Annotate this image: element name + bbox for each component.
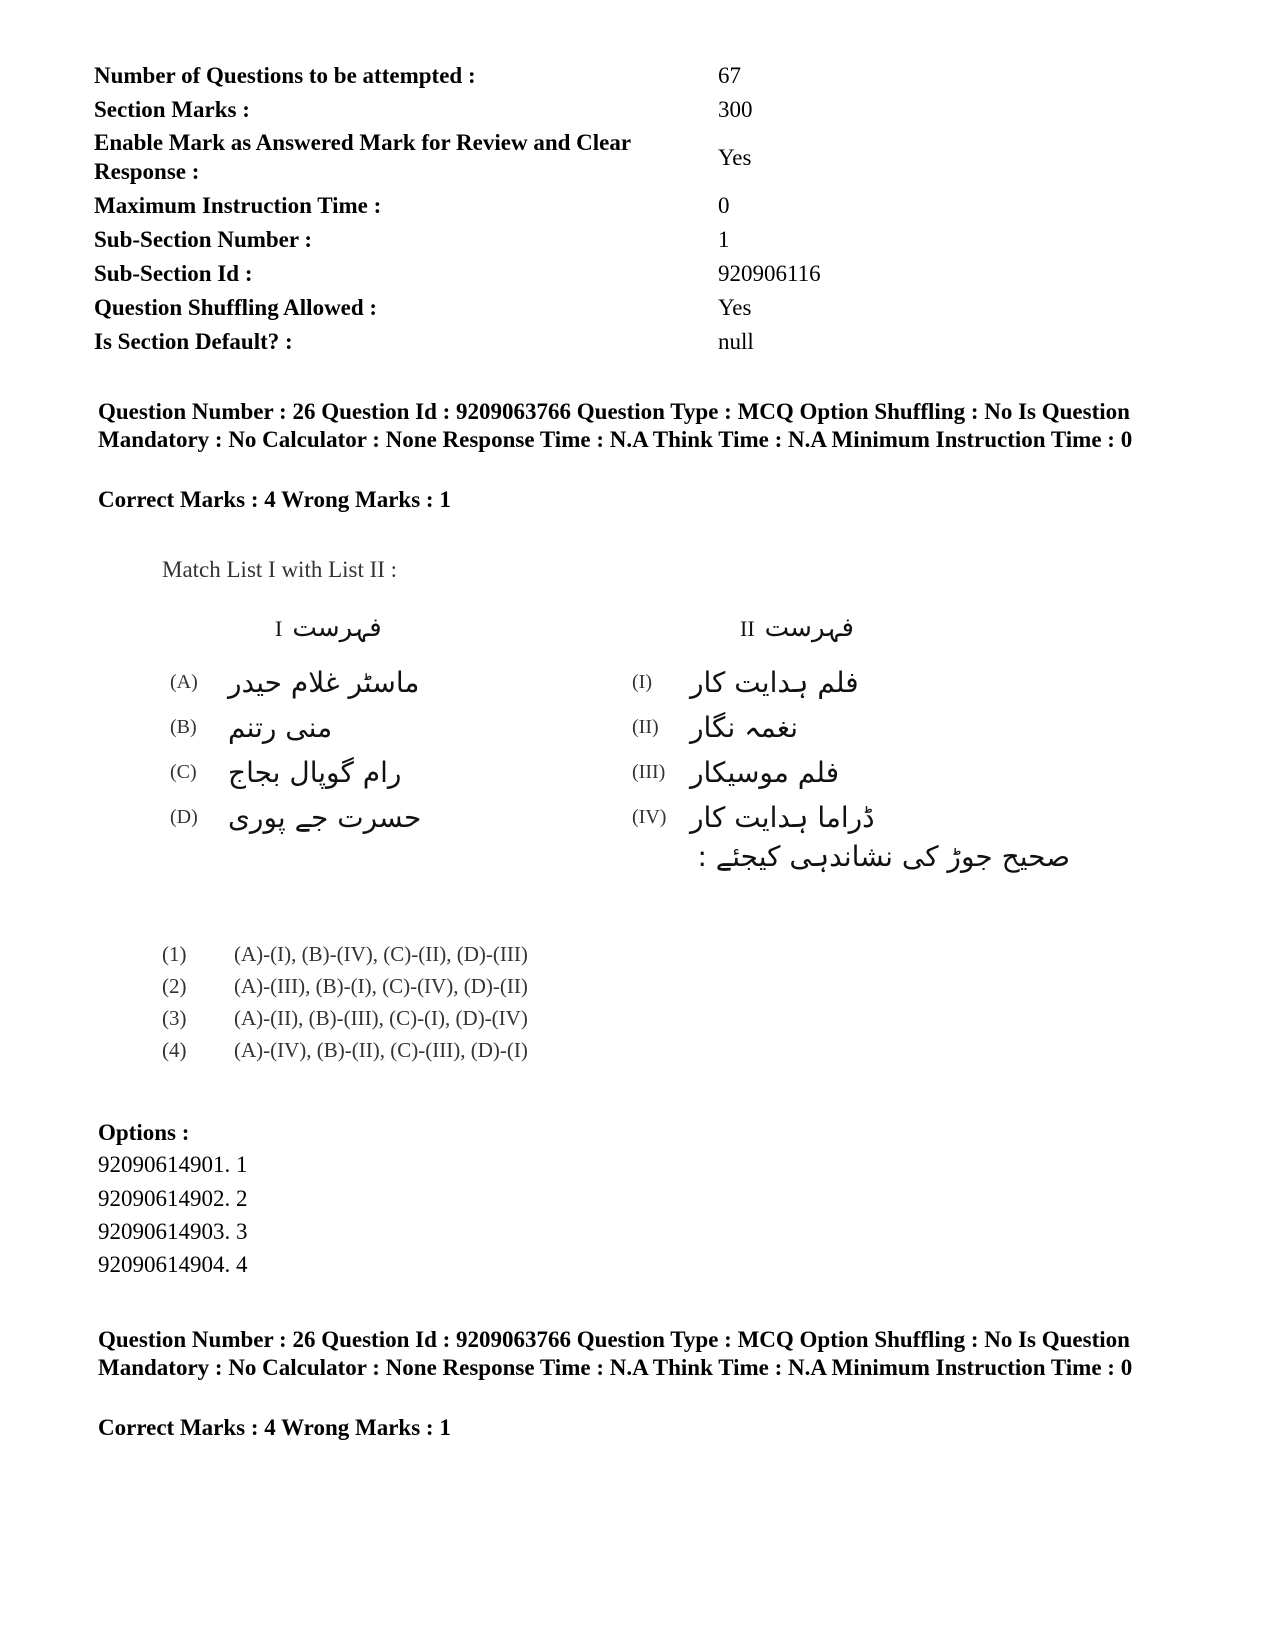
section-info-table (94, 58, 854, 358)
list1-tag: (B) (170, 715, 197, 738)
match-instruction: صحیح جوڑ کی نشاندہی کیجئے : (697, 840, 1070, 873)
info-value: null (718, 328, 754, 354)
list2-tag: (I) (632, 670, 652, 693)
list1-text: ماسٹر غلام حیدر (228, 665, 420, 699)
list2-tag: (IV) (632, 805, 667, 828)
info-value: 920906116 (718, 260, 821, 286)
option-item: 92090614904. 4 (98, 1252, 248, 1277)
info-row (94, 256, 854, 290)
list2-text: فلم موسیکار (690, 755, 840, 789)
list2-text: فلم ہدایت کار (690, 665, 859, 699)
list1-item (170, 795, 421, 839)
info-label: Number of Questions to be attempted : (94, 62, 476, 88)
list1-tag: (A) (170, 670, 198, 693)
list2-text: ڈراما ہدایت کار (690, 800, 875, 834)
list1-item (170, 705, 332, 749)
info-value: Yes (718, 294, 752, 320)
list1-tag: (C) (170, 760, 197, 783)
info-value: 300 (718, 96, 753, 122)
list1-roman: I (275, 616, 283, 641)
list1-heading-text: فہرست (292, 613, 382, 643)
info-row (94, 58, 854, 92)
list1-item (170, 660, 419, 704)
choice-number: (3) (162, 1006, 187, 1030)
list2-heading (730, 613, 854, 643)
list2-item (632, 705, 798, 749)
choice-item (162, 1038, 528, 1063)
next-question-header: Question Number : 26 Question Id : 9209063766 Question Type : MCQ Option Shuffling : No Is Question Mandatory : No Calculator : None Response Time : N.A Think Time : N.A Minimum Instruction Time : 0 (98, 1327, 1133, 1380)
info-label: Is Section Default? : (94, 328, 293, 354)
info-value: 0 (718, 192, 730, 218)
info-label: Sub-Section Number : (94, 226, 313, 252)
info-label: Enable Mark as Answered Mark for Review and Clear Response : (94, 130, 631, 184)
list2-tag: (II) (632, 715, 659, 738)
info-row (94, 92, 854, 126)
question-body (150, 555, 1110, 1135)
option-item: 92090614902. 2 (98, 1186, 248, 1211)
info-value: 1 (718, 226, 730, 252)
choice-text: (A)-(II), (B)-(III), (C)-(I), (D)-(IV) (234, 1006, 528, 1030)
info-label: Question Shuffling Allowed : (94, 294, 378, 320)
info-value: Yes (718, 144, 752, 170)
list2-item (632, 660, 859, 704)
question-intro: Match List I with List II : (162, 557, 398, 582)
list1-text: رام گوپال بجاج (228, 755, 402, 789)
choice-number: (2) (162, 974, 187, 998)
info-label: Section Marks : (94, 96, 250, 122)
list2-tag: (III) (632, 760, 666, 783)
list1-tag: (D) (170, 805, 198, 828)
choice-text: (A)-(IV), (B)-(II), (C)-(III), (D)-(I) (234, 1038, 528, 1062)
option-item: 92090614903. 3 (98, 1219, 248, 1244)
choice-item (162, 1006, 528, 1031)
choice-text: (A)-(III), (B)-(I), (C)-(IV), (D)-(II) (234, 974, 528, 998)
choice-item (162, 974, 528, 999)
info-label: Maximum Instruction Time : (94, 192, 382, 218)
choice-item (162, 942, 528, 967)
choice-number: (4) (162, 1038, 187, 1062)
list2-item (632, 795, 875, 839)
list1-item (170, 750, 401, 794)
info-row (94, 222, 854, 256)
list2-text: نغمہ نگار (690, 710, 799, 744)
question-marks: Correct Marks : 4 Wrong Marks : 1 (98, 487, 451, 512)
list1-text: حسرت جے پوری (228, 800, 422, 834)
question-header: Question Number : 26 Question Id : 9209063766 Question Type : MCQ Option Shuffling : No Is Question Mandatory : No Calculator : None Response Time : N.A Think Time : N.A Minimum Instruction Time : 0 (98, 399, 1133, 452)
info-row (94, 188, 854, 222)
option-item: 92090614901. 1 (98, 1152, 248, 1177)
info-label: Sub-Section Id : (94, 260, 253, 286)
list2-heading-text: فہرست (764, 613, 854, 643)
info-row (94, 290, 854, 324)
options-title: Options : (98, 1120, 190, 1145)
next-question-marks: Correct Marks : 4 Wrong Marks : 1 (98, 1415, 451, 1440)
list2-roman: II (740, 616, 755, 641)
list1-heading (265, 613, 382, 643)
choice-text: (A)-(I), (B)-(IV), (C)-(II), (D)-(III) (234, 942, 528, 966)
list1-text: منی رتنم (228, 710, 333, 744)
list2-item (632, 750, 839, 794)
info-row (94, 324, 854, 358)
info-row (94, 126, 854, 188)
choice-number: (1) (162, 942, 187, 966)
info-value: 67 (718, 62, 741, 88)
